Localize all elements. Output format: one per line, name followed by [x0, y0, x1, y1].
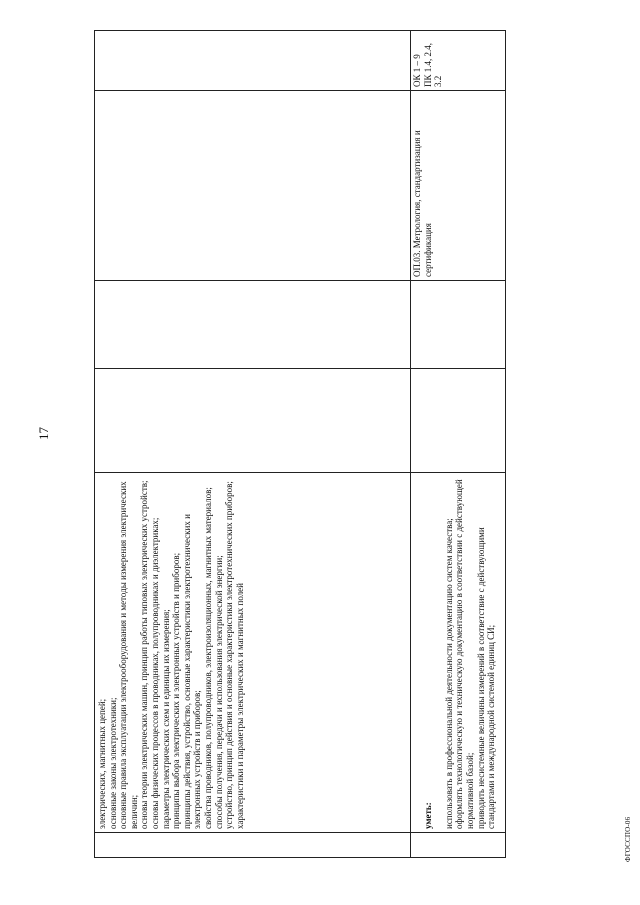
- index-cell: [95, 832, 410, 857]
- discipline-text: [95, 91, 99, 281]
- description-cell: [95, 472, 410, 833]
- hours-text: [410, 369, 414, 473]
- index-cell: [410, 832, 505, 857]
- hours-cell: [95, 280, 410, 369]
- curriculum-table: [94, 30, 506, 858]
- hours-text: [95, 369, 99, 473]
- hours-cell: [95, 368, 410, 473]
- competencies-text: ОК 1 – 9 ПК 1.4, 2.4, 3.2: [412, 42, 444, 87]
- competencies-cell: [95, 31, 410, 91]
- discipline-cell: [95, 90, 410, 281]
- footer-code: ФГОССПО-06: [624, 816, 632, 862]
- hours-text: [410, 281, 414, 369]
- hours-cell: [410, 280, 505, 369]
- table-row: [95, 31, 411, 857]
- hours-text: [95, 281, 99, 369]
- description-text: использовать в профессиональной деятельности документацию систем качества; оформлять технологическую и техническую документацию в соответствии с действующей нормативной базой; приводить несистемные величины измерений в соответствие с действующими стандартами и международной системой единиц СИ;: [443, 479, 497, 829]
- skills-heading: уметь:: [422, 802, 433, 829]
- competencies-text: [95, 31, 99, 91]
- hours-cell: [410, 368, 505, 473]
- table-row: [410, 31, 505, 857]
- description-cell: [410, 472, 505, 833]
- discipline-cell: [410, 90, 505, 281]
- page-number: 17: [36, 427, 51, 440]
- description-text: электрических, магнитных цепей; основные законы электротехники; основные правила эксплуатации электрооборудования и методы измерения электрических величин; основы теории электрических машин, принцип работы типовых электрических устройств; основы физических процессов в проводниках, полупроводниках и диэлектриках; параметры электрических схем и единицы их измерения; принципы выбора электрических и электронных устройств и приборов; принципы действия, устройство, основные характеристики электротехнических и электронных устройств и приборов; свойства проводников, полупроводников, электроизоляционных, магнитных материалов; способы получения, передачи и использования электрической энергии; устройство, принцип действия и основные характеристики электротехнических приборов; характеристики и параметры электрических и магнитных полей: [97, 480, 245, 829]
- competencies-cell: [410, 31, 505, 91]
- discipline-text: ОП.03. Метрология, стандартизация и сертификация: [412, 130, 433, 277]
